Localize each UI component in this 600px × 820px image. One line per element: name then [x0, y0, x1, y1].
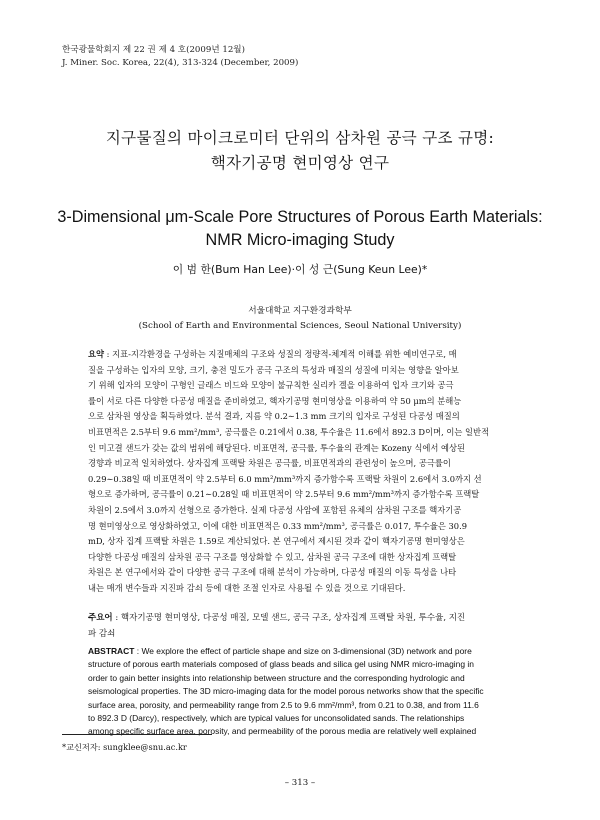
abstract-korean-line: 형으로 증가하며, 공극률이 0.21∼0.28일 때 비표면적이 약 2.5부터 9.6 mm²/mm³까지 증가함수록 프랙탈	[88, 489, 480, 500]
affiliation-korean: 서울대학교 지구환경과학부	[248, 306, 352, 316]
abstract-english-line: order to gain better insights into relationship between structure and the corresponding hydrologic and	[88, 672, 465, 683]
abstract-english	[88, 645, 520, 739]
abstract-korean-line: 인 미고결 샌드가 갖는 값의 범위에 해당된다. 비표면적, 공극률, 투수율의 관계는 Kozeny 식에서 예상된	[88, 442, 466, 453]
abstract-korean-line: 차원은 본 연구에서와 같이 다양한 공극 구조에 대해 분석이 가능하며, 다공성 매질의 이동 특성을 나타	[88, 567, 457, 578]
abstract-korean-line: 0.29∼0.38일 때 비표면적이 약 2.5부터 6.0 mm²/mm³까지 증가함수록 프랙탈 차원이 2.6에서 3.0까지 선	[88, 473, 482, 484]
abstract-english-line: seismological properties. The 3D micro-imaging data for the model porous networks show that the specific	[88, 686, 484, 697]
abstract-english-line: among specific surface area, porosity, and permeability of the porous media are relatively well explained	[88, 726, 477, 737]
journal-header-korean: 한국광물학회지 제 22 권 제 4 호(2009년 12월)	[62, 45, 245, 55]
authors: 이 범 한(Bum Han Lee)·이 성 근(Sung Keun Lee)*	[172, 263, 428, 276]
title-korean-line-1: 지구물질의 마이크로미터 단위의 삼차원 공극 구조 규명:	[105, 129, 495, 147]
keywords-korean	[88, 611, 518, 642]
title-english-line-2: NMR Micro-imaging Study	[205, 231, 395, 249]
abstract-korean-line: 경향과 비교적 일치하였다. 상자집계 프랙탈 차원은 공극률, 비표면적과의 관련성이 높으며, 공극률이	[88, 458, 451, 469]
abstract-korean-line: mD, 상자 집계 프랙탈 차원은 1.59로 계산되었다. 본 연구에서 제시된 것과 같이 핵자기공명 현미영상은	[88, 536, 465, 547]
abstract-korean-line: 률이 서로 다른 다양한 다공성 매질을 준비하였고, 핵자기공명 현미영상을 이용하여 약 50 μm의 분해능	[88, 395, 462, 406]
title-english-line-1: 3-Dimensional μm-Scale Pore Structures of Porous Earth Materials:	[57, 208, 543, 226]
abstract-english-label: ABSTRACT	[88, 646, 135, 656]
keywords-line: 파 감쇠	[88, 628, 116, 639]
abstract-korean-line: 기 위해 입자의 모양이 구형인 글래스 비드와 모양이 불규칙한 실리카 겔을 이용하여 입자 크기와 공극	[88, 380, 454, 391]
abstract-korean-line: 으로 삼차원 영상을 획득하였다. 분석 결과, 지름 약 0.2∼1.3 mm 크기의 입자로 구성된 다공성 매질의	[88, 411, 460, 422]
abstract-korean-label: 요약	[88, 349, 105, 359]
corresponding-author-footnote: *교신저자: sungklee@snu.ac.kr	[62, 742, 187, 752]
footnote-divider	[62, 734, 212, 735]
abstract-english-line: structure of porous earth materials composed of glass beads and silica gel using NMR micro-imaging in	[88, 659, 474, 670]
title-korean-line-2: 핵자기공명 현미영상 연구	[210, 154, 390, 172]
journal-header-english: J. Miner. Soc. Korea, 22(4), 313-324 (December, 2009)	[62, 58, 299, 68]
abstract-korean-line: 다양한 다공성 매질의 삼차원 공극 구조를 영상화할 수 있고, 삼차원 공극 구조에 대한 상자집계 프랙탈	[88, 551, 457, 562]
abstract-english-line: ABSTRACT : We explore the effect of particle shape and size on 3-dimensional (3D) network and pore	[88, 646, 472, 656]
abstract-english-line: surface area, porosity, and permeability range from 2.5 to 9.6 mm²/mm³, from 0.21 to 0.38, and from 11.6	[88, 699, 479, 710]
abstract-korean-line: 비표면적은 2.5부터 9.6 mm²/mm³, 공극률은 0.21에서 0.38, 투수율은 11.6에서 892.3 D이며, 이는 일반적	[88, 426, 490, 437]
abstract-korean-line: 차원이 2.5에서 3.0까지 선형으로 증가한다. 실제 다공성 사암에 포함된 유체의 삼차원 구조를 핵자기공	[88, 504, 462, 515]
abstract-korean-line: 질을 구성하는 입자의 모양, 크기, 충전 밀도가 공극 구조의 특성과 매질의 성질에 미치는 영향을 알아보	[88, 364, 459, 375]
keywords-line: 주요어 : 핵자기공명 현미영상, 다공성 매질, 모델 샌드, 공극 구조, 상자집계 프랙탈 차원, 투수율, 지진	[88, 613, 466, 623]
page-number: – 313 –	[284, 778, 316, 788]
abstract-korean-line: 요약 : 지표-지각환경을 구성하는 지질매체의 구조와 성질의 정량적-체계적 이해를 위한 예비연구로, 매	[88, 349, 457, 359]
abstract-korean	[88, 347, 518, 597]
abstract-korean-line: 명 현미영상으로 영상화하였고, 이에 대한 비표면적은 0.33 mm²/mm³, 공극률은 0.017, 투수율은 30.9	[88, 520, 467, 531]
keywords-label: 주요어	[88, 613, 113, 623]
abstract-korean-line: 내는 매개 변수들과 지진파 감쇠 등에 대한 조절 인자로 사용될 수 있을 것으로 기대된다.	[88, 582, 406, 593]
affiliation-english: (School of Earth and Environmental Sciences, Seoul National University)	[138, 321, 462, 331]
abstract-english-line: to 892.3 D (Darcy), respectively, which are typical values for unconsolidated sands. The relationships	[88, 713, 465, 724]
